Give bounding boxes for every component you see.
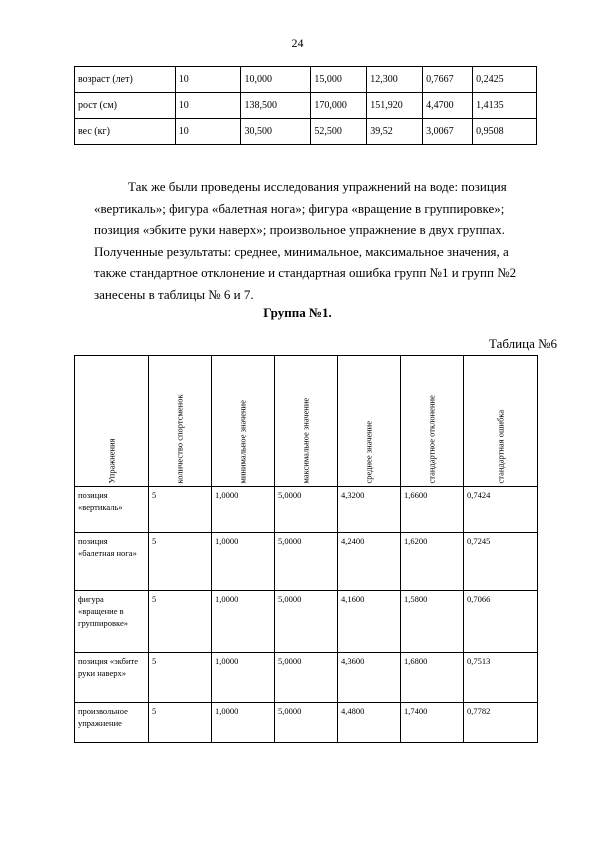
table-cell: 5 — [149, 653, 212, 703]
table-cell: позиция «вертикаль» — [75, 487, 149, 533]
table-cell: 30,500 — [241, 119, 311, 145]
table-cell: возраст (лет) — [75, 67, 176, 93]
table-cell: 5,0000 — [275, 487, 338, 533]
table-cell: 1,0000 — [212, 533, 275, 591]
table-cell: 0,7424 — [464, 487, 538, 533]
table-cell: 4,1600 — [338, 591, 401, 653]
table-row — [75, 487, 538, 533]
table-cell: 5 — [149, 703, 212, 743]
table-cell: 4,4700 — [423, 93, 473, 119]
table-cell: 52,500 — [311, 119, 367, 145]
body-paragraph — [94, 176, 543, 305]
paragraph-text: Так же были проведены исследования упражнений на воде: позиция «вертикаль»; фигура «балетная нога»; фигура «вращение в группировке»; позиция «эбките руки наверх»; произвольное упражнение в двух группах. Полученные результаты: среднее, минимальное, максимальное значения, а также стандартное отклонение и стандартная ошибка групп №1 и групп №2 занесены в таблицы № 6 и 7. — [94, 179, 517, 302]
header-label: количество спортсменок — [174, 394, 185, 484]
table-cell: 15,000 — [311, 67, 367, 93]
table-cell: 1,0000 — [212, 487, 275, 533]
table-cell: 39,52 — [367, 119, 423, 145]
page-number: 24 — [291, 36, 304, 50]
table-row — [75, 653, 538, 703]
table-cell: 1,0000 — [212, 591, 275, 653]
table-cell: 5,0000 — [275, 653, 338, 703]
table-cell: 5,0000 — [275, 591, 338, 653]
table-cell: рост (см) — [75, 93, 176, 119]
header-label: среднее значение — [363, 421, 374, 484]
table-cell: 0,7066 — [464, 591, 538, 653]
table-row — [75, 533, 538, 591]
group-heading: Группа №1. — [263, 305, 332, 320]
table-cell: 1,6800 — [401, 653, 464, 703]
table-cell: 10,000 — [241, 67, 311, 93]
table-cell: 4,3200 — [338, 487, 401, 533]
table-cell: 170,000 — [311, 93, 367, 119]
table-cell: 12,300 — [367, 67, 423, 93]
table-cell: 0,7782 — [464, 703, 538, 743]
header-label: стандартное отклонение — [426, 395, 437, 484]
table-cell: 5 — [149, 487, 212, 533]
header-cell — [464, 356, 538, 487]
header-cell — [338, 356, 401, 487]
header-label: минимальное значение — [237, 400, 248, 484]
table-cell: 5 — [149, 533, 212, 591]
table-cell: 0,7245 — [464, 533, 538, 591]
table-cell: 1,4135 — [473, 93, 537, 119]
table-cell: позиция «балетная нога» — [75, 533, 149, 591]
table-cell: произвольное упражнение — [75, 703, 149, 743]
header-label: Упражнения — [106, 438, 116, 484]
header-cell — [75, 356, 149, 487]
table-caption: Таблица №6 — [488, 336, 557, 351]
table-cell: 151,920 — [367, 93, 423, 119]
table-cell: 5,0000 — [275, 533, 338, 591]
table-cell: 138,500 — [241, 93, 311, 119]
table-cell: 4,3600 — [338, 653, 401, 703]
header-cell — [401, 356, 464, 487]
table-cell: 0,7667 — [423, 67, 473, 93]
table-cell: позиция «экбите руки наверх» — [75, 653, 149, 703]
table-cell: 1,7400 — [401, 703, 464, 743]
top-table — [74, 66, 537, 145]
table-cell: 10 — [175, 93, 241, 119]
table-cell: 1,6200 — [401, 533, 464, 591]
header-cell — [212, 356, 275, 487]
table-cell: 1,0000 — [212, 703, 275, 743]
table-cell: 1,6600 — [401, 487, 464, 533]
main-table — [74, 355, 538, 743]
header-label: максимальное значение — [300, 397, 311, 484]
header-cell — [275, 356, 338, 487]
table-cell: 3,0067 — [423, 119, 473, 145]
table-cell: 10 — [175, 67, 241, 93]
table-row — [75, 591, 538, 653]
table-cell: 5,0000 — [275, 703, 338, 743]
table-cell: 4,4800 — [338, 703, 401, 743]
table-cell: 1,0000 — [212, 653, 275, 703]
table-cell: 4,2400 — [338, 533, 401, 591]
header-label: стандартная ошибка — [495, 409, 505, 484]
table-cell: 10 — [175, 119, 241, 145]
table-cell: 1,5800 — [401, 591, 464, 653]
header-cell — [149, 356, 212, 487]
table-cell: 5 — [149, 591, 212, 653]
table-cell: 0,7513 — [464, 653, 538, 703]
table-row — [75, 93, 537, 119]
table-row — [75, 67, 537, 93]
table-cell: фигура «вращение в группировке» — [75, 591, 149, 653]
table-row — [75, 703, 538, 743]
table-cell: вес (кг) — [75, 119, 176, 145]
table-cell: 0,2425 — [473, 67, 537, 93]
table-cell: 0,9508 — [473, 119, 537, 145]
table-header-row — [75, 356, 538, 487]
table-row — [75, 119, 537, 145]
